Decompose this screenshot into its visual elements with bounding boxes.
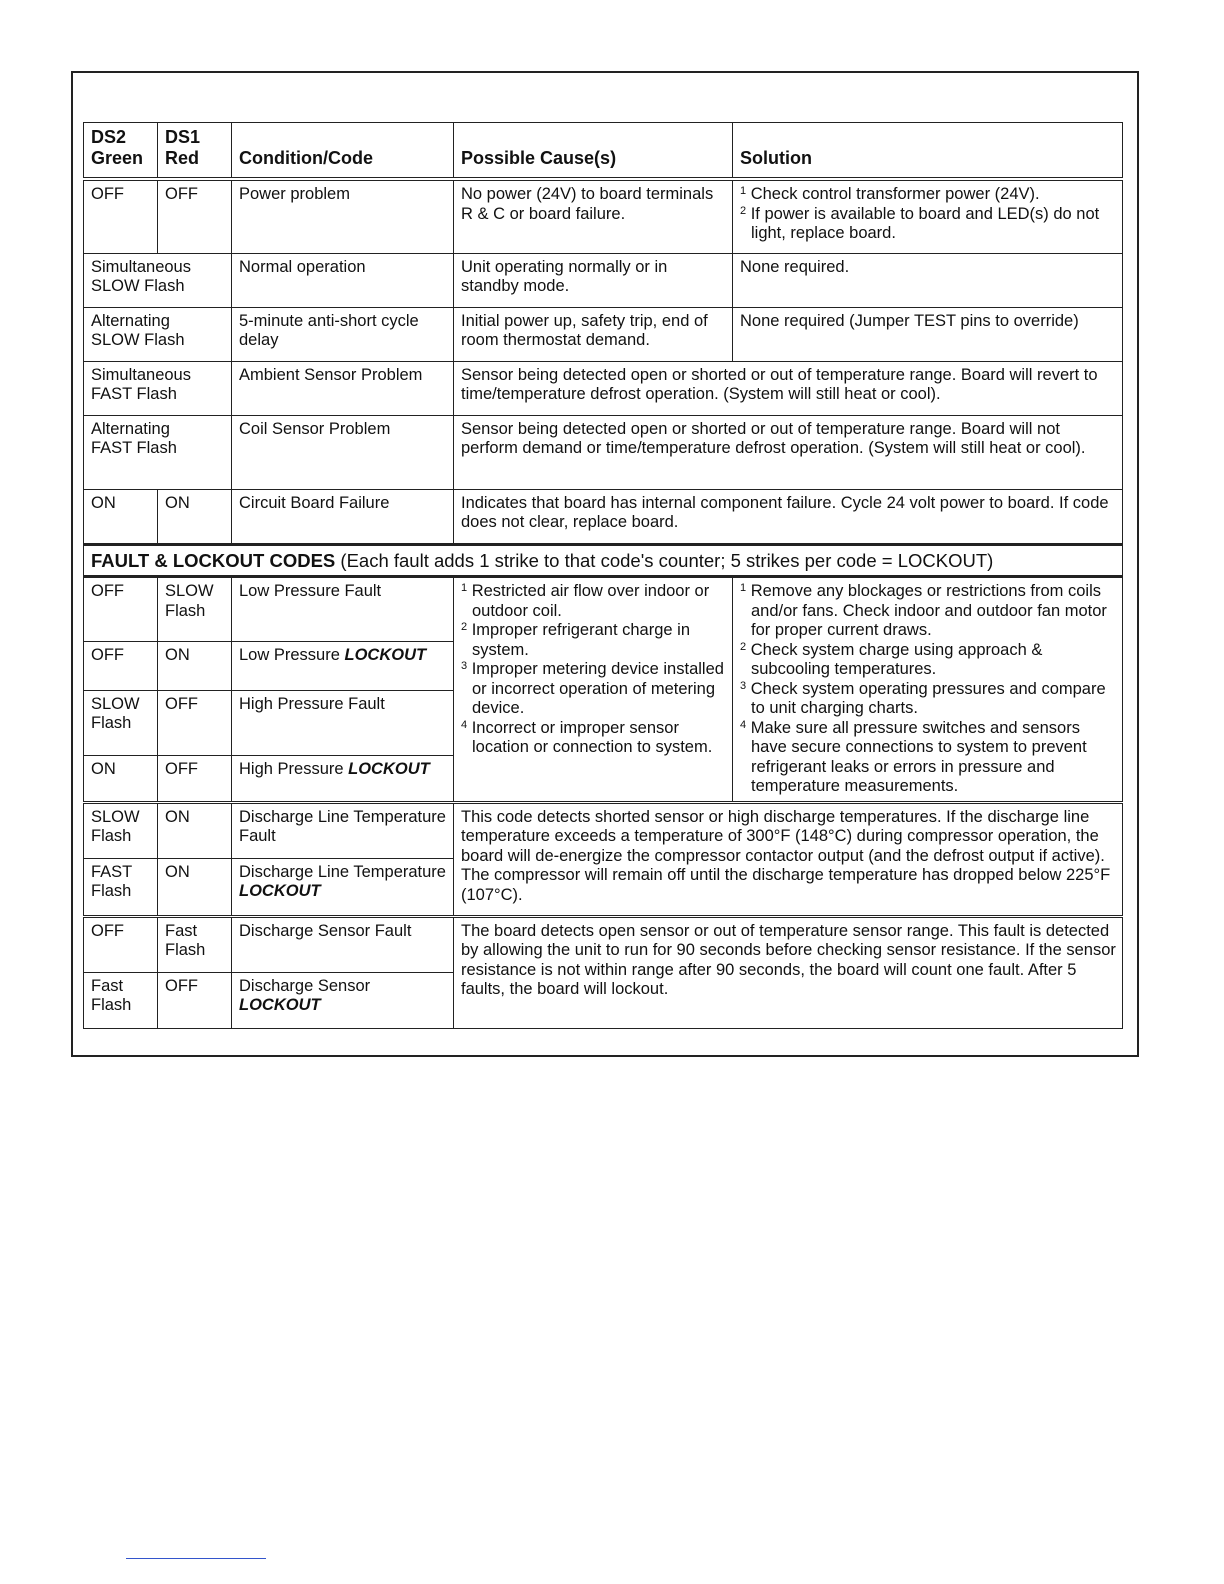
ds1-cell: ON <box>158 858 232 916</box>
header-solution: Solution <box>733 123 1123 180</box>
condition-cell: Low Pressure Fault <box>232 577 454 642</box>
condition-cell: 5-minute anti-short cycle delay <box>232 307 454 361</box>
ds2-cell: SLOW Flash <box>84 690 158 755</box>
ds1-cell: ON <box>158 642 232 691</box>
footer-rule <box>126 1558 266 1559</box>
condition-cell: High Pressure LOCKOUT <box>232 755 454 802</box>
condition-cell: Power problem <box>232 179 454 253</box>
ds1-cell: ON <box>158 489 232 544</box>
ds1-cell: OFF <box>158 179 232 253</box>
table-row <box>84 577 1123 642</box>
header-ds2: DS2 Green <box>84 123 158 180</box>
ds2-cell: OFF <box>84 916 158 972</box>
ds2-cell: ON <box>84 489 158 544</box>
header-row <box>84 123 1123 180</box>
ds1-cell: OFF <box>158 972 232 1028</box>
ds2-cell: FAST Flash <box>84 858 158 916</box>
condition-cell: Discharge Sensor Fault <box>232 916 454 972</box>
led-cell: Simultaneous FAST Flash <box>84 361 232 415</box>
condition-cell: High Pressure Fault <box>232 690 454 755</box>
led-cell: Alternating SLOW Flash <box>84 307 232 361</box>
condition-cell: Normal operation <box>232 253 454 307</box>
section-title: FAULT & LOCKOUT CODES <box>91 549 336 571</box>
condition-cell: Discharge Sensor LOCKOUT <box>232 972 454 1028</box>
solution-cell: $^1$ Check control transformer power (24V). $^2$ If power is available to board and LED(s) do not light, replace board. <box>733 179 1123 253</box>
condition-cell: Discharge Line Temperature Fault <box>232 802 454 858</box>
ds1-cell: OFF <box>158 755 232 802</box>
cause-cell: The board detects open sensor or out of temperature sensor range. This fault is detected by allowing the unit to run for 90 seconds before checking sensor resistance. If the sensor resistance is not within range after 90 seconds, the board will count one fault. After 5 faults, the board will lockout. <box>454 916 1123 1028</box>
ds2-cell: ON <box>84 755 158 802</box>
solution-cell: None required. <box>733 253 1123 307</box>
ds1-cell: Fast Flash <box>158 916 232 972</box>
led-code-table <box>83 122 1123 1029</box>
header-condition: Condition/Code <box>232 123 454 180</box>
condition-cell: Ambient Sensor Problem <box>232 361 454 415</box>
cause-cell: Initial power up, safety trip, end of room thermostat demand. <box>454 307 733 361</box>
condition-cell: Low Pressure LOCKOUT <box>232 642 454 691</box>
table-row <box>84 802 1123 858</box>
cause-cell: Sensor being detected open or shorted or out of temperature range. Board will not perform demand or time/temperature defrost operation. (System will still heat or cool). <box>454 415 1123 489</box>
table-row <box>84 307 1123 361</box>
section-note: (Each fault adds 1 strike to that code's counter; 5 strikes per code = LOCKOUT) <box>340 549 994 571</box>
solution-cell: None required (Jumper TEST pins to override) <box>733 307 1123 361</box>
fault-lockout-section-header <box>84 544 1123 577</box>
condition-cell: Discharge Line Temperature LOCKOUT <box>232 858 454 916</box>
ds2-cell: OFF <box>84 642 158 691</box>
cause-cell: Indicates that board has internal component failure. Cycle 24 volt power to board. If code does not clear, replace board. <box>454 489 1123 544</box>
condition-cell: Coil Sensor Problem <box>232 415 454 489</box>
table-row <box>84 253 1123 307</box>
table-row <box>84 415 1123 489</box>
ds2-cell: OFF <box>84 179 158 253</box>
condition-cell: Circuit Board Failure <box>232 489 454 544</box>
ds2-cell: Fast Flash <box>84 972 158 1028</box>
ds2-cell: SLOW Flash <box>84 802 158 858</box>
table-row <box>84 489 1123 544</box>
led-cell: Alternating FAST Flash <box>84 415 232 489</box>
ds2-cell: OFF <box>84 577 158 642</box>
led-cell: Simultaneous SLOW Flash <box>84 253 232 307</box>
table-row <box>84 916 1123 972</box>
table-row <box>84 179 1123 253</box>
header-ds1: DS1 Red <box>158 123 232 180</box>
ds1-cell: ON <box>158 802 232 858</box>
cause-cell: No power (24V) to board terminals R & C or board failure. <box>454 179 733 253</box>
cause-cell: $^1$ Restricted air flow over indoor or outdoor coil. $^2$ Improper refrigerant charge in system. $^3$ Improper metering device installed or incorrect operation of metering device. $^4$ Incorrect or improper sensor location or connection to system. <box>454 577 733 803</box>
solution-cell: $^1$ Remove any blockages or restrictions from coils and/or fans. Check indoor and outdoor fan motor for proper current draws. $^2$ Check system charge using approach & subcooling temperatures. $^3$ Check system operating pressures and compare to unit charging charts. $^4$ Make sure all pressure switches and sensors have secure connections to system to prevent refrigerant leaks or errors in pressure and temperature measurements. <box>733 577 1123 803</box>
cause-cell: Sensor being detected open or shorted or out of temperature range. Board will revert to time/temperature defrost operation. (System will still heat or cool). <box>454 361 1123 415</box>
ds1-cell: OFF <box>158 690 232 755</box>
cause-cell: This code detects shorted sensor or high discharge temperatures. If the discharge line temperature exceeds a temperature of 300°F (148°C) during compressor operation, the board will de-energize the compressor contactor output (and the defrost output if active). The compressor will remain off until the discharge temperature has dropped below 225°F (107°C). <box>454 802 1123 916</box>
header-cause: Possible Cause(s) <box>454 123 733 180</box>
ds1-cell: SLOW Flash <box>158 577 232 642</box>
table-row <box>84 361 1123 415</box>
cause-cell: Unit operating normally or in standby mode. <box>454 253 733 307</box>
